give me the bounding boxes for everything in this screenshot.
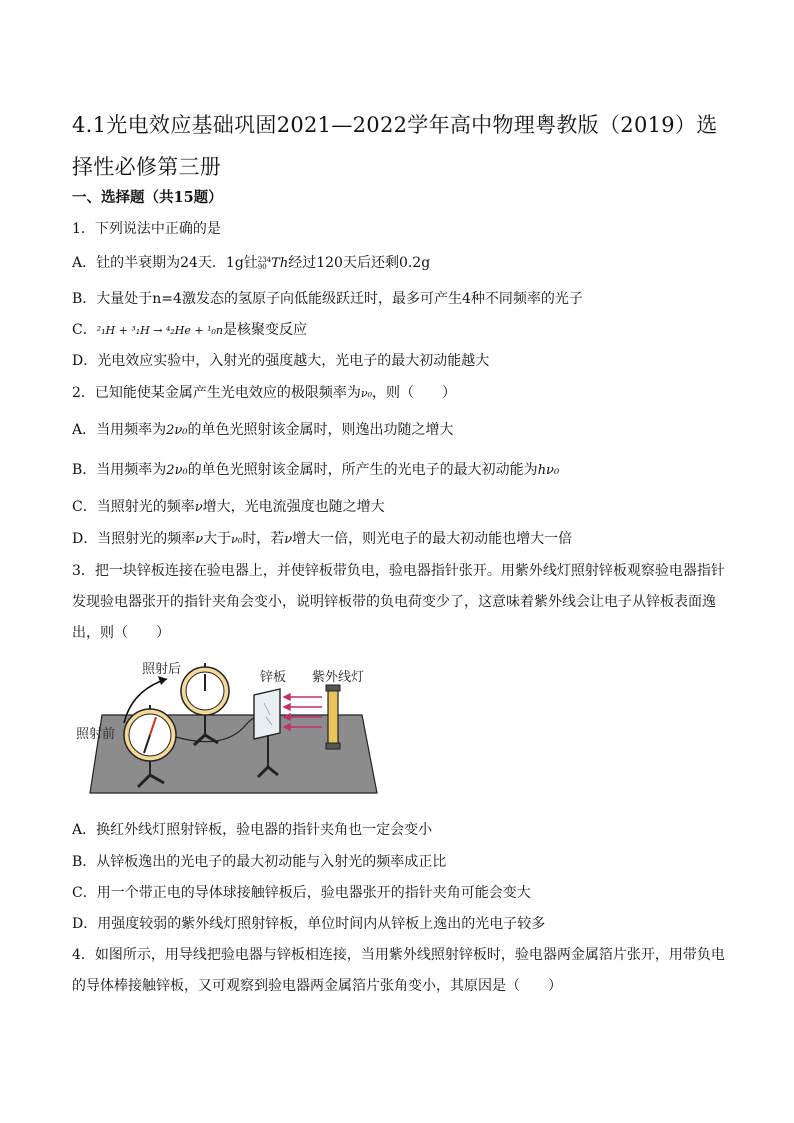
uv-lamp	[326, 685, 340, 749]
q3-option-d: D．用强度较弱的紫外线灯照射锌板，单位时间内从锌板上逸出的光电子较多	[72, 916, 546, 932]
q1-option-d: D．光电效应实验中，入射光的强度越大，光电子的最大初动能越大	[72, 353, 490, 369]
q2-option-d-text: D．当照射光的频率	[72, 531, 196, 547]
q2-option-c-text: C．当照射光的频率	[72, 499, 195, 515]
q2-option-a-text: A．当用频率为	[72, 422, 167, 438]
label-before-irradiation: 照射前	[76, 727, 116, 742]
arrow-head	[158, 676, 167, 685]
q2-option-a	[72, 420, 454, 441]
q1-atomic-number: 90	[257, 262, 267, 271]
q2-option-a-math: 2ν₀	[166, 423, 188, 438]
q2-option-c-tail: 增大，光电流强度也随之增大	[202, 499, 385, 515]
q2-option-c	[72, 497, 385, 518]
q3-stem: 3．把一块锌板连接在验电器上，并使锌板带负电，验电器指针张开。用紫外线灯照射锌板观察验电器指针发现验电器张开的指针夹角会变小，说明锌板带的负电荷变少了，这意味着紫外线会让电子从锌板表面逸出，则（ ）	[72, 563, 725, 641]
q2-option-c-math: ν	[194, 500, 203, 515]
q3-option-c: C．用一个带正电的导体球接触锌板后，验电器张开的指针夹角可能会变大	[72, 885, 531, 901]
q2-stem-tail: ，则（ ）	[372, 385, 457, 401]
q1-fusion-equation: ²₁H + ³₁H → ⁴₂He + ¹₀n	[96, 324, 223, 337]
q2-stem-text: 2．已知能使某金属产生光电效应的极限频率为	[72, 385, 361, 401]
q2-option-b-math: 2ν₀	[166, 463, 188, 478]
q1-stem: 1．下列说法中正确的是	[72, 221, 221, 237]
q2-option-d-math2: ν₀	[231, 533, 243, 546]
q2-option-d-math: ν	[195, 532, 204, 547]
q3-option-b: B．从锌板逸出的光电子的最大初动能与入射光的频率成正比	[72, 854, 447, 870]
q1-element: Th	[271, 256, 289, 271]
q1-option-c	[72, 320, 307, 341]
q1-option-c-label: C．	[72, 322, 97, 338]
q1-option-a-tail: 经过120天后还剩0.2g	[288, 255, 431, 271]
q2-option-d-tail: 增大一倍，则光电子的最大初动能也增大一倍	[292, 531, 573, 547]
q1-option-c-tail: 是核聚变反应	[223, 322, 307, 338]
q2-option-b-energy: hν₀	[537, 463, 560, 478]
q2-option-d-mid2: 时，若	[242, 531, 285, 547]
q2-option-d-math3: ν	[284, 532, 293, 547]
q2-threshold-frequency: ν₀	[360, 387, 373, 400]
q2-stem	[72, 383, 456, 404]
q1-option-a-text: A．钍的半衰期为24天．1g钍	[72, 255, 258, 271]
q1-thorium-symbol	[258, 256, 288, 271]
q2-option-d	[72, 529, 572, 550]
page-title: 4.1光电效应基础巩固2021—2022学年高中物理粤教版（2019）选择性必修第三册	[72, 113, 718, 179]
q2-option-a-tail: 的单色光照射该金属时，则逸出功随之增大	[187, 422, 454, 438]
label-after-irradiation: 照射后	[142, 662, 182, 677]
q2-option-b	[72, 460, 559, 481]
q2-option-d-mid1: 大于	[203, 531, 232, 547]
section-heading: 一、选择题（共15题）	[72, 189, 223, 206]
q4-stem: 4．如图所示，用导线把验电器与锌板相连接，当用紫外线照射锌板时，验电器两金属箔片张开，用带负电的导体棒接触锌板，又可观察到验电器两金属箔片张角变小，其原因是（ ）	[72, 947, 725, 994]
label-uv-lamp: 紫外线灯	[312, 670, 365, 685]
q2-option-b-mid: 的单色光照射该金属时，所产生的光电子的最大初动能为	[187, 462, 538, 478]
q3-option-a: A．换红外线灯照射锌板，验电器的指针夹角也一定会变小	[72, 822, 433, 838]
q1-option-a	[72, 253, 430, 274]
q2-option-b-text: B．当用频率为	[72, 462, 167, 478]
q1-option-b: B．大量处于n=4激发态的氢原子向低能级跃迁时，最多可产生4种不同频率的光子	[72, 291, 583, 307]
q1-mass-number: 234	[257, 255, 272, 264]
label-zinc-plate: 锌板	[260, 670, 287, 685]
electroscope-figure	[72, 655, 402, 805]
